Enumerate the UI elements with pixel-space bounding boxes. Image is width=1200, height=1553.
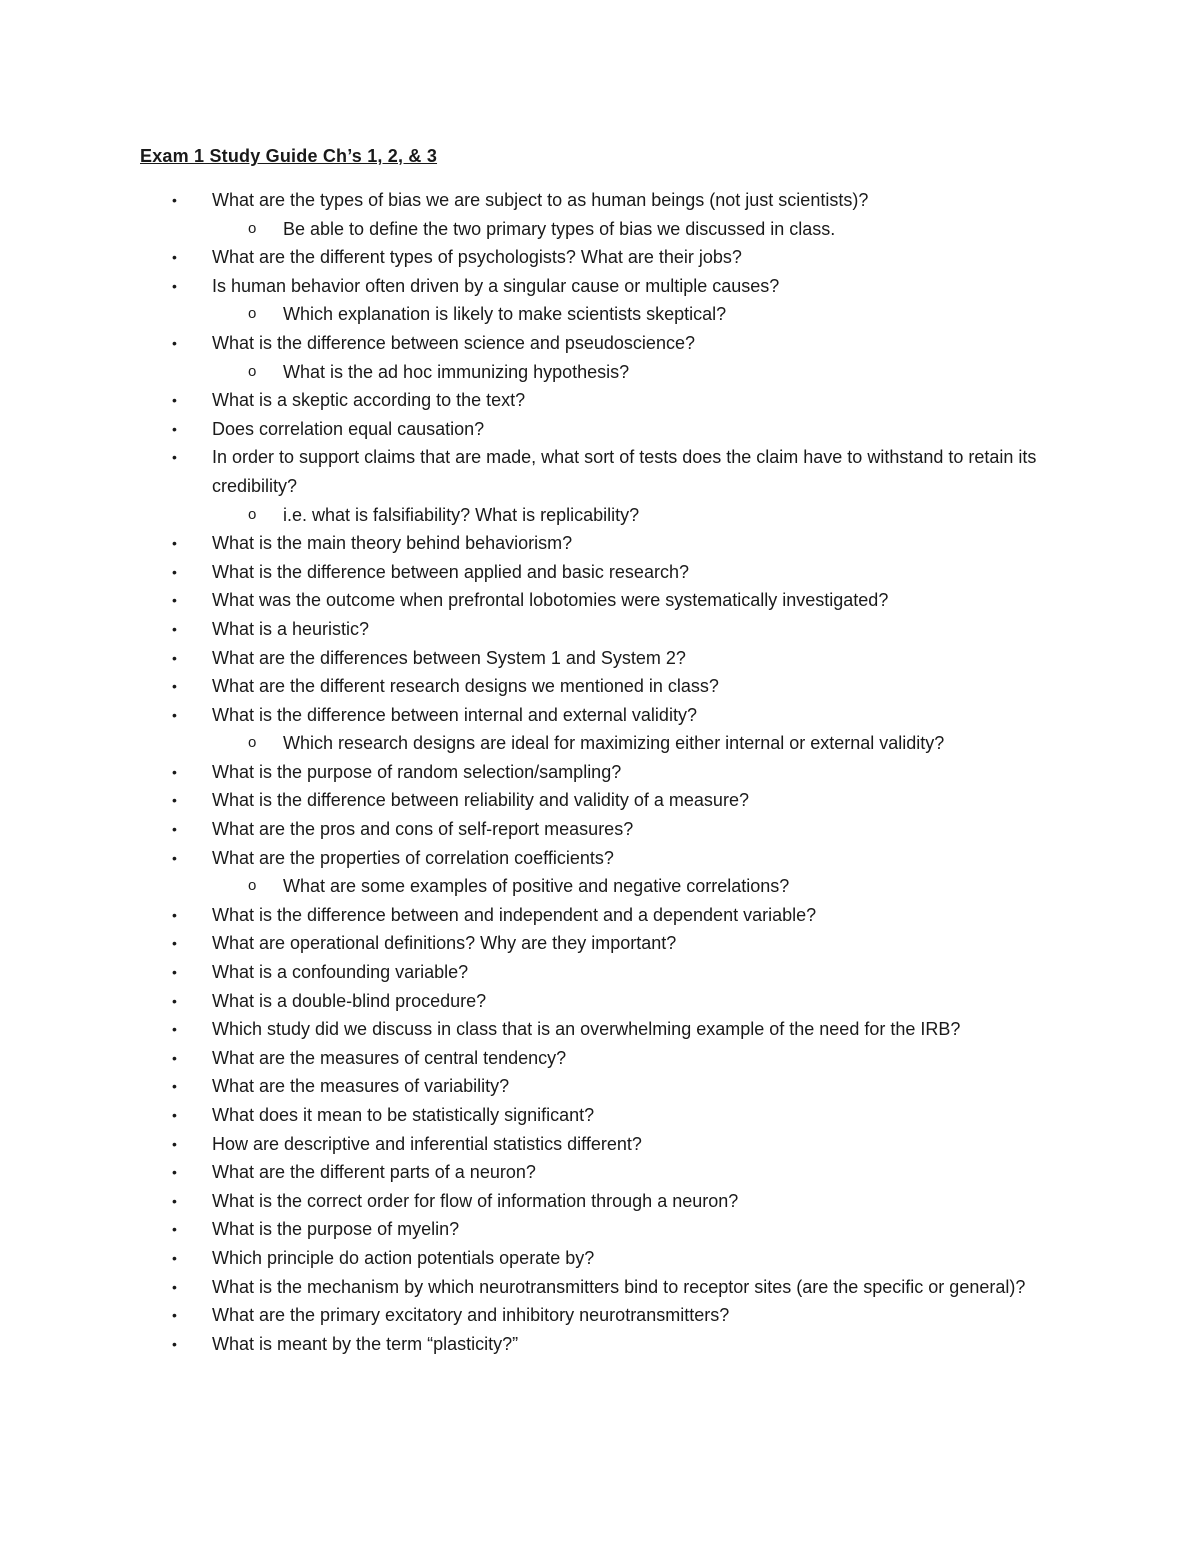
bullet-marker: • (172, 563, 177, 580)
bullet-marker: • (172, 821, 177, 838)
question-text: What are the measures of variability? (212, 1076, 510, 1097)
question-text: What is the correct order for flow of information through a neuron? (212, 1190, 739, 1211)
list-item (0, 443, 1200, 500)
bullet-marker: • (172, 620, 177, 637)
question-text: How are descriptive and inferential statistics different? (212, 1133, 642, 1154)
question-text: Which study did we discuss in class that is an overwhelming example of the need for the IRB? (212, 1019, 961, 1040)
question-text: What are some examples of positive and negative correlations? (283, 876, 790, 897)
bullet-marker: • (172, 192, 177, 208)
question-text: Does correlation equal causation? (212, 418, 485, 439)
bullet-marker: • (172, 277, 177, 294)
sub-list-item (0, 872, 1200, 901)
bullet-marker: • (172, 249, 177, 266)
question-text: What are operational definitions? Why are they important? (212, 933, 677, 954)
question-text: What are the pros and cons of self-report measures? (212, 819, 634, 840)
sub-bullet-marker: o (248, 305, 257, 323)
sub-bullet-marker: o (248, 734, 257, 752)
list-item (0, 386, 1200, 415)
list-item (0, 901, 1200, 930)
list-item (0, 1158, 1200, 1187)
list-item (0, 1330, 1200, 1359)
bullet-marker: • (172, 849, 177, 866)
list-item (0, 1015, 1200, 1044)
list-item (0, 1130, 1200, 1159)
question-text: What is the difference between internal and external validity? (212, 704, 697, 725)
bullet-marker: • (172, 964, 177, 981)
question-text: What are the properties of correlation coefficients? (212, 847, 614, 868)
bullet-marker: • (172, 1192, 177, 1209)
question-text: Which principle do action potentials operate by? (212, 1247, 595, 1268)
question-text: What are the measures of central tendency? (212, 1047, 567, 1068)
list-item (0, 1187, 1200, 1216)
question-text: What is a confounding variable? (212, 962, 469, 983)
list-item (0, 786, 1200, 815)
list-item (0, 958, 1200, 987)
list-item (0, 615, 1200, 644)
question-text: What is the difference between and independent and a dependent variable? (212, 904, 817, 925)
list-item (0, 1101, 1200, 1130)
bullet-marker: • (172, 535, 177, 552)
sub-bullet-marker: o (248, 362, 257, 380)
list-item (0, 1072, 1200, 1101)
list-item (0, 586, 1200, 615)
list-item (0, 272, 1200, 301)
bullet-marker: • (172, 1335, 177, 1352)
bullet-marker: • (172, 992, 177, 1009)
list-item (0, 186, 1200, 215)
bullet-marker: • (172, 592, 177, 609)
question-text: Which research designs are ideal for maximizing either internal or external validity? (283, 733, 945, 754)
bullet-marker: • (172, 392, 177, 409)
list-item (0, 243, 1200, 272)
list-item (0, 1244, 1200, 1273)
bullet-marker: • (172, 935, 177, 952)
bullet-marker: • (172, 449, 177, 466)
question-text: What are the differences between System 1 and System 2? (212, 647, 686, 668)
list-item (0, 329, 1200, 358)
question-text: In order to support claims that are made, what sort of tests does the claim have to withstand to retain its credibility? (212, 447, 1037, 496)
question-text: Which explanation is likely to make scientists skeptical? (283, 304, 727, 325)
list-item (0, 844, 1200, 873)
question-text: What are the types of bias we are subject to as human beings (not just scientists)? (212, 190, 869, 210)
question-text: What is the difference between reliability and validity of a measure? (212, 790, 749, 811)
bullet-marker: • (172, 1021, 177, 1038)
question-text: What is the mechanism by which neurotransmitters bind to receptor sites (are the specific or general)? (212, 1276, 1026, 1297)
list-item (0, 758, 1200, 787)
bullet-marker: • (172, 1107, 177, 1123)
sub-bullet-marker: o (248, 505, 257, 523)
question-text: Be able to define the two primary types of bias we discussed in class. (283, 218, 836, 239)
sub-list-item (0, 300, 1200, 329)
list-item (0, 987, 1200, 1016)
list-item (0, 558, 1200, 587)
question-text: What is a skeptic according to the text? (212, 390, 526, 411)
bullet-marker: • (172, 706, 177, 723)
question-list (0, 186, 1200, 1358)
question-text: What is the difference between applied and basic research? (212, 561, 689, 582)
question-text: Is human behavior often driven by a singular cause or multiple causes? (212, 275, 780, 296)
bullet-marker: • (172, 420, 177, 437)
bullet-marker: • (172, 1278, 177, 1295)
bullet-marker: • (172, 678, 177, 695)
bullet-marker: • (172, 792, 177, 809)
bullet-marker: • (172, 1164, 177, 1181)
question-text: What is the ad hoc immunizing hypothesis? (283, 361, 630, 382)
question-text: What is the purpose of random selection/sampling? (212, 761, 622, 782)
list-item (0, 1044, 1200, 1073)
bullet-marker: • (172, 1135, 177, 1152)
question-text: What are the different types of psychologists? What are their jobs? (212, 247, 742, 268)
list-item (0, 815, 1200, 844)
list-item (0, 529, 1200, 558)
question-text: What are the primary excitatory and inhibitory neurotransmitters? (212, 1305, 730, 1326)
bullet-marker: • (172, 1249, 177, 1266)
bullet-marker: • (172, 334, 177, 351)
sub-bullet-marker: o (248, 219, 257, 237)
list-item (0, 1301, 1200, 1330)
bullet-marker: • (172, 1049, 177, 1066)
question-text: What is a heuristic? (212, 618, 370, 639)
bullet-marker: • (172, 649, 177, 666)
page-title: Exam 1 Study Guide Ch’s 1, 2, & 3 (140, 146, 438, 166)
list-item (0, 672, 1200, 701)
list-item (0, 1273, 1200, 1302)
list-item (0, 701, 1200, 730)
bullet-marker: • (172, 1221, 177, 1238)
bullet-marker: • (172, 906, 177, 923)
question-text: i.e. what is falsifiability? What is replicability? (283, 504, 640, 525)
list-item (0, 415, 1200, 444)
question-text: What are the different research designs we mentioned in class? (212, 676, 719, 697)
list-item (0, 1215, 1200, 1244)
question-text: What does it mean to be statistically significant? (212, 1105, 595, 1125)
question-text: What is meant by the term “plasticity?” (212, 1333, 519, 1354)
bullet-marker: • (172, 763, 177, 780)
question-text: What is a double-blind procedure? (212, 990, 487, 1011)
question-text: What is the purpose of myelin? (212, 1219, 460, 1240)
question-text: What is the difference between science and pseudoscience? (212, 332, 695, 353)
bullet-marker: • (172, 1307, 177, 1324)
list-item (0, 644, 1200, 673)
bullet-marker: • (172, 1078, 177, 1095)
list-item (0, 929, 1200, 958)
question-text: What was the outcome when prefrontal lobotomies were systematically investigated? (212, 590, 889, 611)
question-text: What are the different parts of a neuron? (212, 1162, 536, 1183)
sub-list-item (0, 215, 1200, 244)
sub-list-item (0, 501, 1200, 530)
sub-bullet-marker: o (248, 877, 257, 895)
sub-list-item (0, 358, 1200, 387)
question-text: What is the main theory behind behaviorism? (212, 533, 573, 554)
sub-list-item (0, 729, 1200, 758)
